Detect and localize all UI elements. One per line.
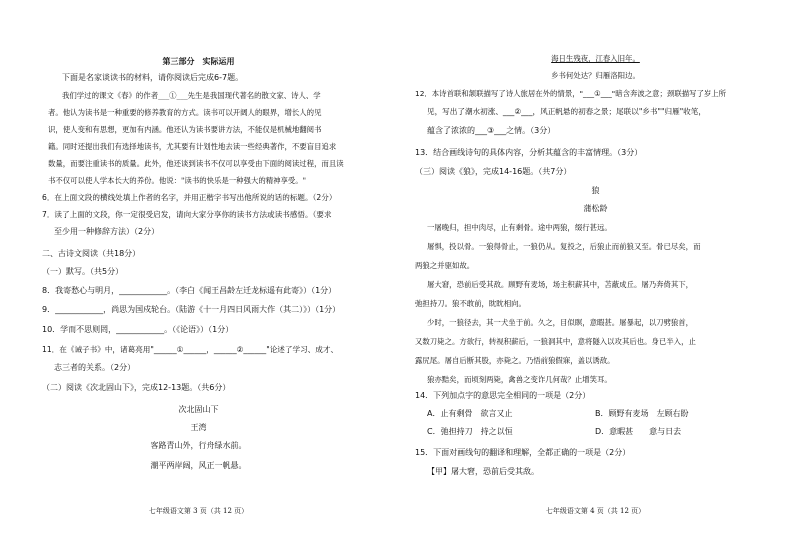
reading-intro: 下面是名家谈读书的材料，请你阅读后完成6-7题。 [62,73,244,82]
poem-author: 王湾 [190,423,207,432]
text-author: 蒲松龄 [583,204,608,213]
passage-line: 籍。同时还提出我们有选择地读书，尤其要有计划性地去读一些经典著作，不要盲目追求 [48,142,337,151]
passage-line: 我们学过的课文《春》的作者___①___先生是我国现代著名的散文家、诗人、学 [62,91,321,100]
question-9: 9．____________，尚思为国戍轮台。（陆游《十一月四日风雨大作（其二）》）（1分） [42,305,341,314]
option-b: B．顾野有麦场 左顾右盼 [595,409,689,418]
option-a: A．止有剩骨 欲言又止 [427,409,513,418]
question-12-cont: 蕴含了浓浓的___③___之情。（3分） [427,126,556,135]
page-footer: 七年级语文第 3 页（共 12 页） [148,507,249,515]
question-11-cont: 志三者的关系。（2分） [54,363,136,372]
text-title: 狼 [591,186,600,195]
question-15: 15．下面对画线句的翻译和理解，全都正确的一项是（2分） [415,448,631,457]
question-10: 10．学而不思则罔，____________。（《论语》）（1分） [42,325,234,334]
question-12: 12．本诗首联和颔联描写了诗人旅居在外的情景，"___①___"暗含奔波之意；颈联描写了岁上所 [415,89,727,98]
text-line: 两狼之并驱如故。 [415,261,475,270]
section-title: 第三部分 实际运用 [162,57,235,66]
question-7: 7．读了上面的文段，你一定很受启发，请向大家分享你的读书方法或读书感悟。（要求 [42,210,332,219]
text-line: 又数刀毙之。方欲行，转视积薪后，一狼洞其中，意将隧入以攻其后也。身已半入，止 [415,337,696,346]
text-line: 露尻尾。屠自后断其股，亦毙之。乃悟前狼假寐，盖以诱敌。 [415,356,615,365]
poem-line: 潮平两岸阔，风正一帆悬。 [150,461,247,470]
passage-line: 识，使人变和有思想，更加有内涵。他还认为读书要讲方法，不能仅是机械地翻阅书 [48,125,322,134]
subsection-two: （二）阅读《次北固山下》，完成12-13题。（共6分） [42,383,231,392]
text-line: 少时，一狼径去，其一犬坐于前。久之，目似瞑，意暇甚。屠暴起，以刀劈狼首， [427,318,694,327]
poem-line: 客路青山外，行舟绿水前。 [150,441,247,450]
question-15-item: 【甲】屠大窘，恐前后受其敌。 [427,467,539,476]
text-line: 一屠晚归，担中肉尽，止有剩骨。途中两狼，缀行甚远。 [427,223,612,232]
question-12-cont: 见，写出了潮水初涨、___②___，风正帆悬的初春之景；尾联以"乡书""归雁"收笔， [427,107,706,116]
question-8: 8．我寄愁心与明月，____________。（李白《闻王昌龄左迁龙标遥有此寄》）（1分） [42,286,337,295]
question-6: 6．在上面文段的横线处填上作者的名字，并用正楷字书写出他所说的话的标题。（2分） [42,193,337,202]
text-line: 屠大窘，恐前后受其敌。顾野有麦场，场主积薪其中，苫蔽成丘。屠乃奔倚其下， [427,280,694,289]
text-line: 弛担持刀。狼不敢前，眈眈相向。 [415,299,526,308]
passage-line: 数量，而要注重读书的质量。此外，他还谈到读书不仅可以享受由下面的阅读过程，而且读 [48,159,344,168]
text-line: 屠惧，投以骨。一狼得骨止，一狼仍从。复投之，后狼止而前狼又至。骨已尽矣，而 [427,242,701,251]
question-13: 13．结合画线诗句的具体内容，分析其蕴含的丰富情理。（3分） [415,148,643,157]
subsection-three: （三）阅读《狼》，完成14-16题。（共7分） [415,167,572,176]
section-two-heading: 二、古诗文阅读（共18分） [42,249,141,258]
poem-line-underlined: 海日生残夜，江春入旧年。 [551,54,640,63]
poem-line: 乡书何处达？归雁洛阳边。 [551,71,640,80]
question-14: 14．下列加点字的意思完全相同的一项是（2分） [415,391,591,400]
page-footer: 七年级语文第 4 页（共 12 页） [545,507,646,515]
option-d: D．意暇甚 意与日去 [595,427,682,436]
question-7-cont: 至少用一种修辞方法）（2分） [54,227,160,236]
question-11: 11．在《诫子书》中，诸葛亮用"______①______，______②______"论述了学习、成才、 [42,345,339,354]
passage-line: 者。他认为读书是一种重要的修养教育的方式。读书可以开阔人的眼界，增长人的见 [48,108,322,117]
option-c: C．弛担持刀 持之以恒 [427,427,513,436]
poem-title: 次北固山下 [178,405,219,414]
text-line: 狼亦黠矣，而顷刻两毙，禽兽之变诈几何哉？止增笑耳。 [427,375,612,384]
passage-line: 书不仅可以使人学本长大的养份。他说："读书的快乐是一种强大的精神享受。" [48,176,307,185]
subsection-one: （一）默写。（共5分） [42,267,124,276]
